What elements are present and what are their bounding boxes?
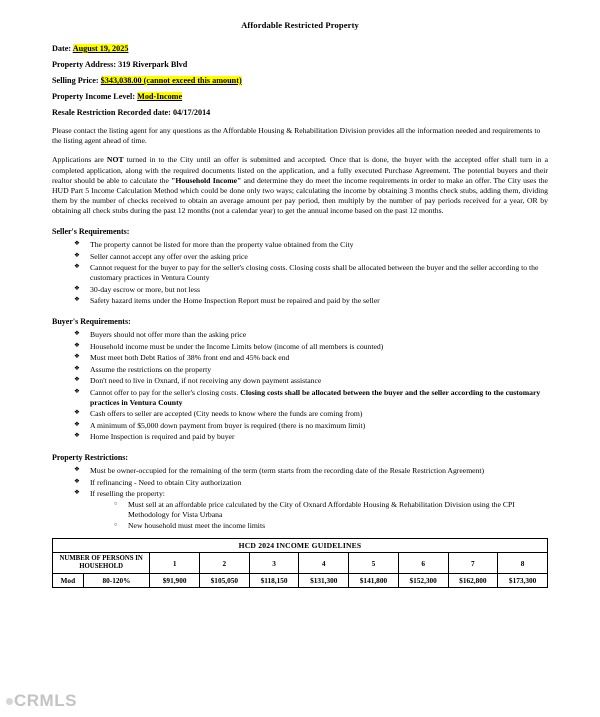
sub-list-item: ○ Must sell at an affordable price calculated by the City of Oxnard Affordable Housing & Rehabilitation Division using the CPI Methodology for Vista Urbana: [114, 500, 548, 520]
field-property-address-value: 319 Riverpark Blvd: [118, 59, 188, 69]
table-cell: $131,300: [299, 573, 349, 587]
crmls-watermark: [6, 691, 77, 711]
column-header-3: 3: [249, 553, 299, 574]
list-item: ❖ 30-day escrow or more, but not less: [74, 285, 548, 295]
field-selling-price-label: Selling Price:: [52, 75, 99, 85]
field-selling-price: [52, 76, 548, 85]
table-header-row: [53, 553, 548, 574]
list-item: ❖ Cash offers to seller are accepted (City needs to know where the funds are coming from): [74, 409, 548, 419]
property-restrictions-heading: Property Restrictions:: [52, 453, 129, 463]
field-selling-price-value: $343,038.00 (cannot exceed this amount): [100, 75, 242, 85]
reselling-sub-list: [90, 500, 548, 531]
list-item: ❖ Must be owner-occupied for the remaining of the term (term starts from the recording date of the Resale Restriction Agreement): [74, 466, 548, 476]
table-cell: $91,900: [150, 573, 200, 587]
buyers-requirements-list: [52, 330, 548, 442]
watermark-dot-icon: [6, 698, 13, 705]
table-cell: $152,300: [398, 573, 448, 587]
list-item: ❖ Cannot request for the buyer to pay for the seller's closing costs. Closing costs shall be allocated between the buyer and the seller according to the customary practices in Ventura County: [74, 263, 548, 283]
column-header-6: 6: [398, 553, 448, 574]
list-item: ❖ The property cannot be listed for more than the property value obtained from the City: [74, 240, 548, 250]
list-item: ❖ Don't need to live in Oxnard, if not receiving any down payment assistance: [74, 376, 548, 386]
page-title: Affordable Restricted Property: [241, 20, 359, 30]
column-header-7: 7: [448, 553, 498, 574]
document-body: [0, 44, 600, 588]
list-item: ❖ Safety hazard items under the Home Inspection Report must be repaired and paid by the seller: [74, 296, 548, 306]
field-date-label: Date:: [52, 44, 72, 53]
persons-in-household-header: NUMBER OF PERSONS IN HOUSEHOLD: [53, 553, 150, 574]
list-item: ❖ Seller cannot accept any offer over the asking price: [74, 252, 548, 262]
column-header-4: 4: [299, 553, 349, 574]
table-title: HCD 2024 INCOME GUIDELINES: [53, 539, 548, 553]
table-cell: $118,150: [249, 573, 299, 587]
field-resale-restriction-date: [52, 108, 548, 117]
field-date: [52, 44, 548, 53]
field-resale-restriction-date-value: 04/17/2014: [172, 107, 211, 117]
column-header-1: 1: [150, 553, 200, 574]
list-item: ❖ Assume the restrictions on the property: [74, 365, 548, 375]
column-header-2: 2: [200, 553, 250, 574]
list-item: [74, 489, 548, 531]
intro-paragraph: Please contact the listing agent for any questions as the Affordable Housing & Rehabilitation Division provides all the information needed and requirements to the listing agent ahead of time.: [52, 126, 541, 146]
list-item: ❖ A minimum of $5,000 down payment from buyer is required (there is no maximum limit): [74, 421, 548, 431]
income-guidelines-table: [52, 538, 548, 588]
application-paragraph: Applications are NOT turned in to the City until an offer is submitted and accepted. Once that is done, the buyer with the accepted offer shall turn in a completed application, along with the required documents listed on the application, and a fully executed Purchase Agreement. The potential buyers and their realtor should be able to calculate the "Household Income" and determine they do meet the income requirements in order to make an offer. The City uses the HUD Part 5 Income Calculation Method which could be done only two ways; calculating the income by obtaining 3 months check stubs, adding them, dividing them by the number of checks received to obtain an average amount per pay period, then multiply by the number of pay periods received for a year, OR by obtaining all check stubs during the past 12 months (not a calendar year) to get the annual income based on the past 12 months.: [52, 155, 548, 216]
sub-list-item: ○ New household must meet the income limits: [114, 521, 548, 531]
table-cell: $173,300: [498, 573, 548, 587]
document-page: [0, 20, 600, 717]
sellers-requirements-list: [52, 240, 548, 306]
list-item: ❖ Buyers should not offer more than the asking price: [74, 330, 548, 340]
list-item: ❖ Cannot offer to pay for the seller's closing costs. Closing costs shall be allocated between the buyer and the seller according to the customary practices in Ventura County: [74, 388, 548, 408]
table-row: [53, 573, 548, 587]
property-restrictions-list: [52, 466, 548, 531]
list-item-label: If reselling the property:: [90, 489, 165, 499]
table-cell: $162,800: [448, 573, 498, 587]
row-percent-mod: 80-120%: [83, 573, 150, 587]
list-item: ❖ Home Inspection is required and paid by buyer: [74, 432, 548, 442]
field-resale-restriction-date-label: Resale Restriction Recorded date:: [52, 107, 171, 117]
field-property-income-level-value: Mod-Income: [137, 91, 183, 101]
table-title-row: [53, 539, 548, 553]
sellers-requirements-heading: Seller's Requirements:: [52, 227, 130, 237]
field-property-address-label: Property Address:: [52, 59, 117, 69]
column-header-8: 8: [498, 553, 548, 574]
list-item: ❖ Must meet both Debt Ratios of 38% front end and 45% back end: [74, 353, 548, 363]
list-item: ❖ If refinancing - Need to obtain City authorization: [74, 478, 548, 488]
table-cell: $141,800: [349, 573, 399, 587]
buyers-requirements-heading: Buyer's Requirements:: [52, 317, 131, 327]
field-property-address: [52, 60, 548, 69]
field-property-income-level: [52, 92, 548, 101]
table-cell: $105,050: [200, 573, 250, 587]
column-header-5: 5: [349, 553, 399, 574]
field-property-income-level-label: Property Income Level:: [52, 91, 136, 101]
list-item: ❖ Household income must be under the Income Limits below (income of all members is counted): [74, 342, 548, 352]
field-date-value: August 19, 2025: [72, 44, 129, 53]
watermark-text: CRMLS: [14, 691, 77, 710]
row-label-mod: Mod: [53, 573, 84, 587]
